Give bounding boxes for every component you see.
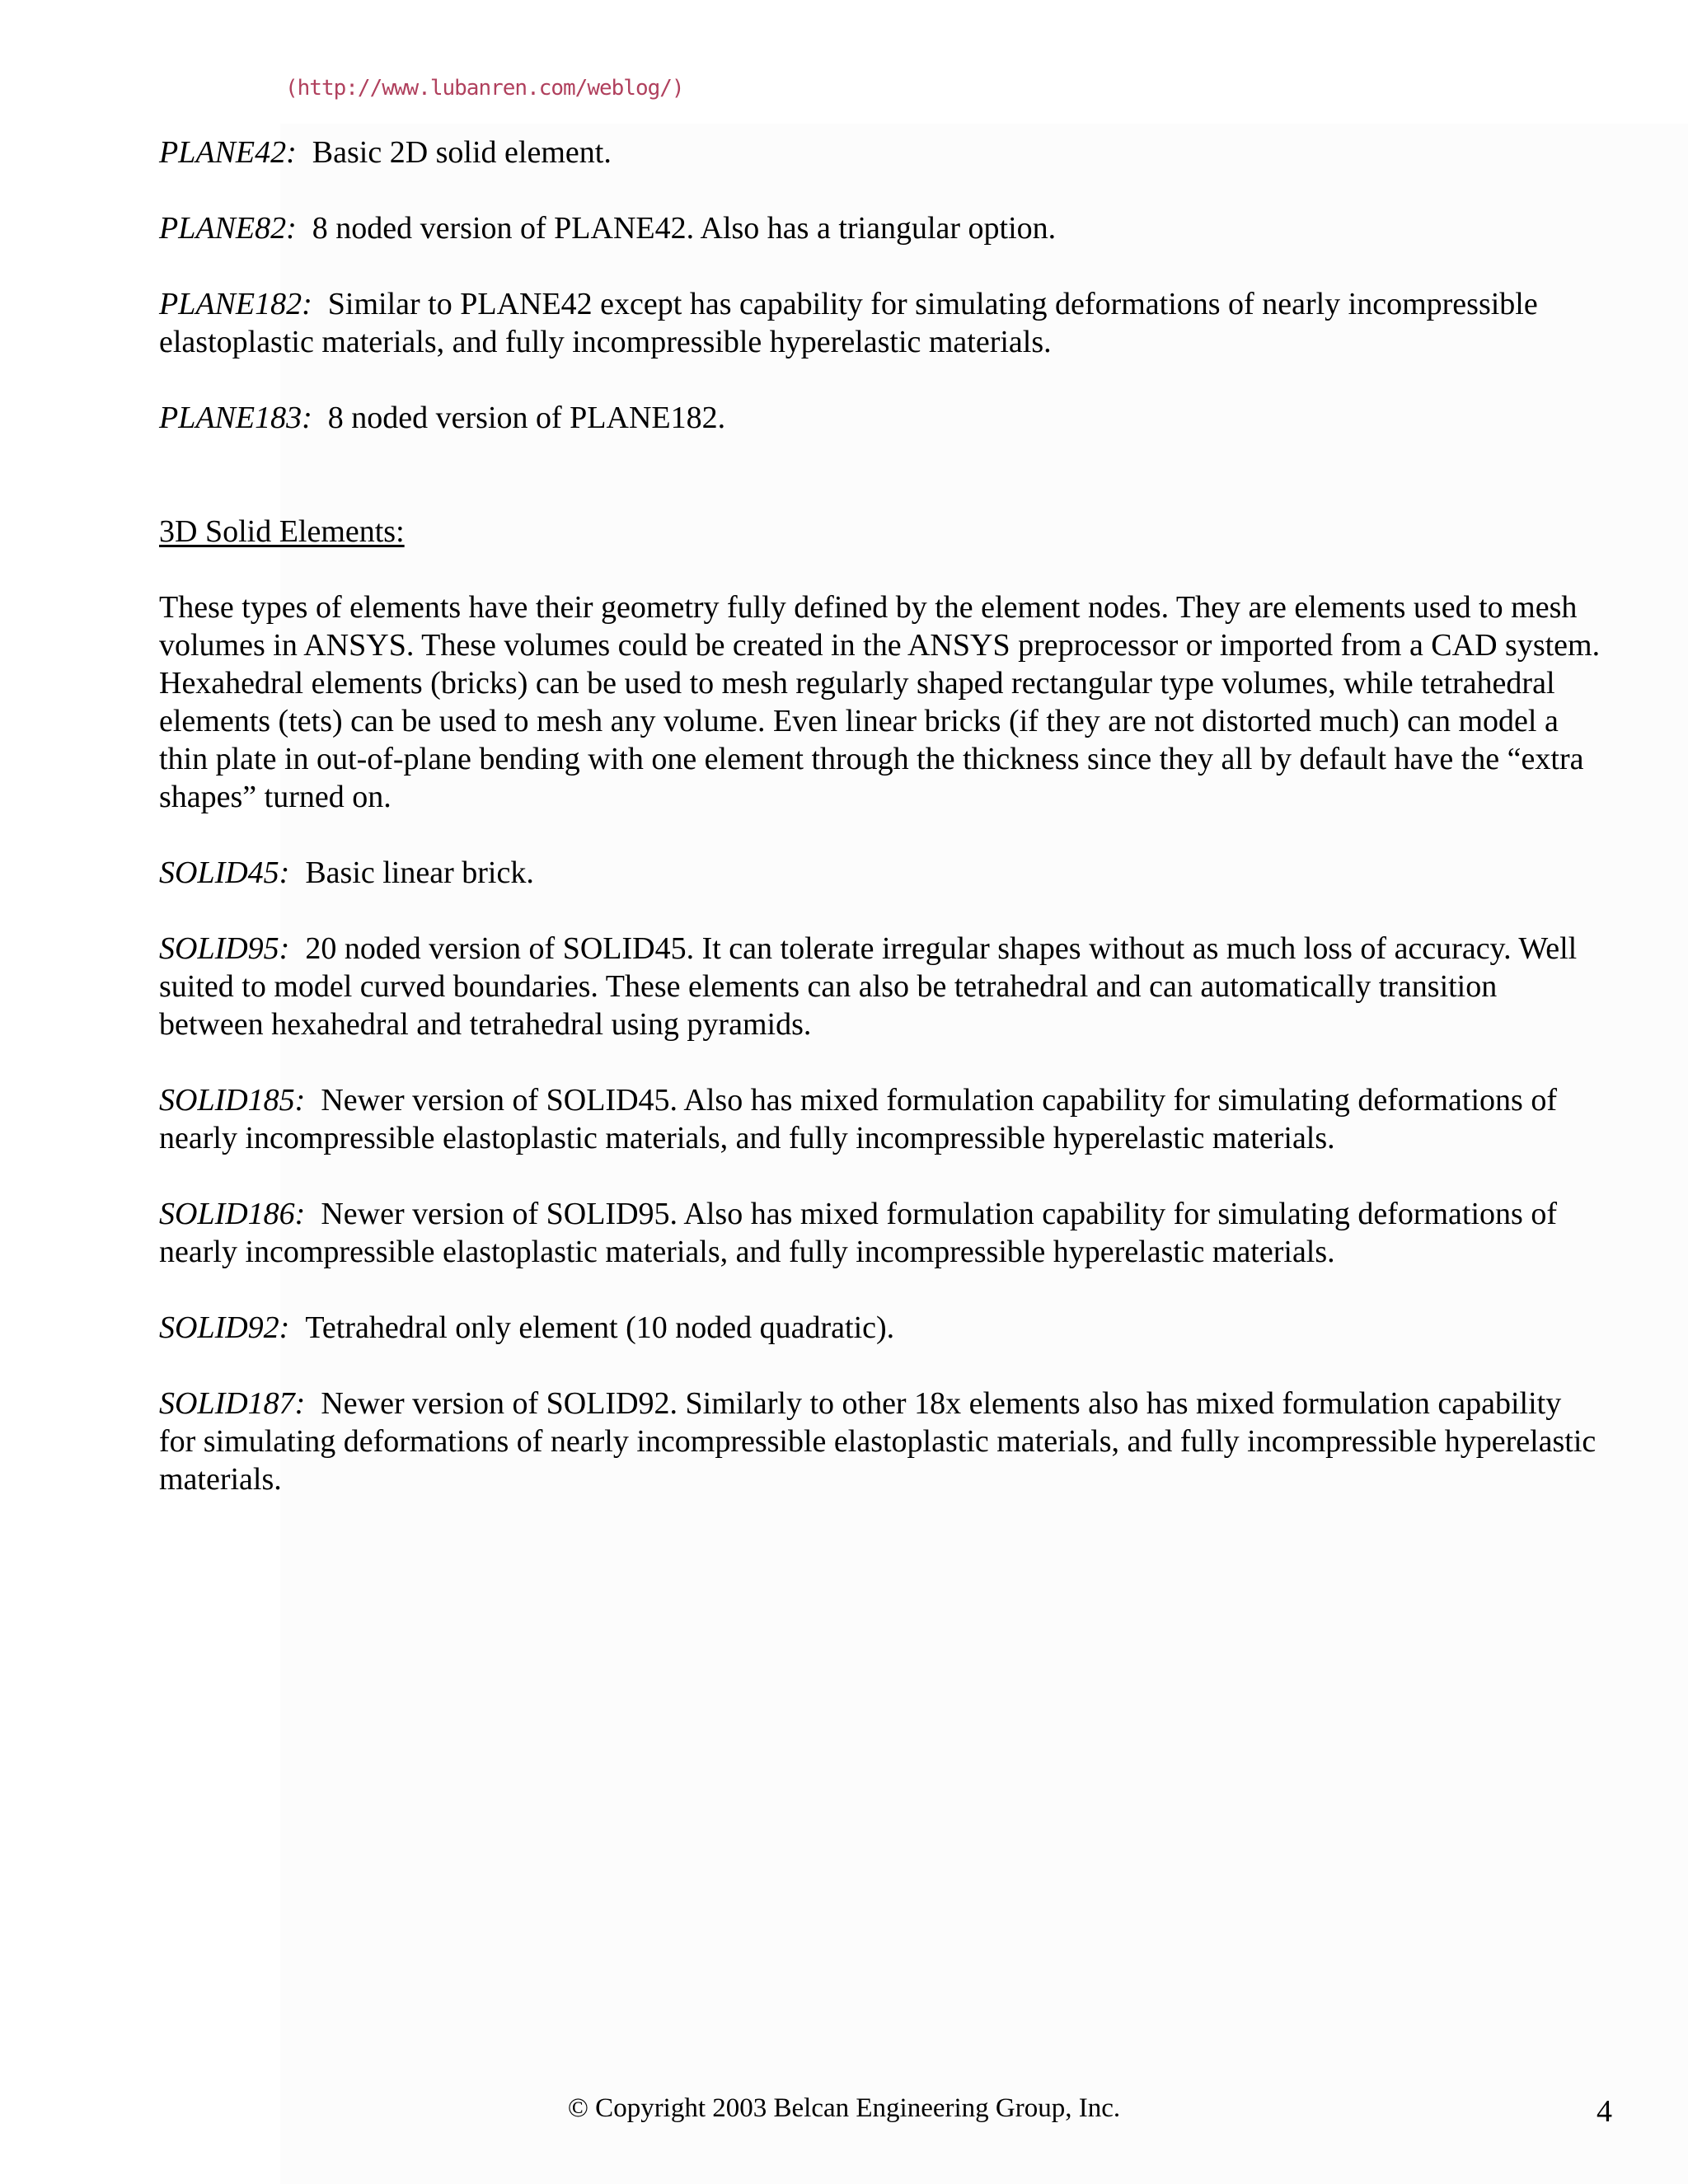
element-description: Similar to PLANE42 except has capability for simulating deformations of nearly incompressible elastoplastic materials, and fully incompressible hyperelastic materials. — [159, 287, 1538, 359]
element-entry-solid185 — [159, 1081, 1601, 1157]
element-entry-solid95 — [159, 930, 1601, 1043]
element-name: SOLID187: — [159, 1386, 306, 1421]
element-description: 8 noded version of PLANE42. Also has a triangular option. — [312, 211, 1057, 246]
element-name: SOLID186: — [159, 1197, 306, 1231]
footer-copyright: © Copyright 2003 Belcan Engineering Group, Inc. — [567, 2093, 1121, 2123]
element-entry-solid92 — [159, 1309, 1601, 1347]
element-description: Newer version of SOLID45. Also has mixed formulation capability for simulating deformations of nearly incompressible elastoplastic materials, and fully incompressible hyperelastic materials. — [159, 1083, 1557, 1155]
element-name: SOLID92: — [159, 1310, 290, 1345]
element-description: 20 noded version of SOLID45. It can tolerate irregular shapes without as much loss of accuracy. Well suited to model curved boundaries. These elements can also be tetrahedral and can automatically transition between hexahedral and tetrahedral using pyramids. — [159, 931, 1578, 1042]
element-entry-solid45 — [159, 854, 1601, 892]
page-number: 4 — [1597, 2094, 1612, 2129]
element-description: Newer version of SOLID95. Also has mixed formulation capability for simulating deformations of nearly incompressible elastoplastic materials, and fully incompressible hyperelastic materials. — [159, 1197, 1557, 1269]
element-entry-plane183 — [159, 399, 1601, 437]
element-name: PLANE82: — [159, 211, 297, 246]
header-url[interactable]: (http://www.lubanren.com/weblog/) — [285, 76, 684, 101]
element-description: Newer version of SOLID92. Similarly to other 18x elements also has mixed formulation capability for simulating deformations of nearly incompressible elastoplastic materials, and fully incompressible hyperelastic materials. — [159, 1386, 1597, 1497]
section-intro-paragraph: These types of elements have their geometry fully defined by the element nodes. They are elements used to mesh volumes in ANSYS. These volumes could be created in the ANSYS preprocessor or imported from a CAD system. Hexahedral elements (bricks) can be used to mesh regularly shaped rectangular type volumes, while tetrahedral elements (tets) can be used to mesh any volume. Even linear bricks (if they are not distorted much) can model a thin plate in out-of-plane bending with one element through the thickness since they all by default have the “extra shapes” turned on. — [159, 590, 1601, 814]
element-description: Tetrahedral only element (10 noded quadratic). — [305, 1310, 895, 1345]
element-description: Basic 2D solid element. — [312, 135, 612, 170]
element-entry-plane182 — [159, 285, 1601, 361]
element-entry-plane82 — [159, 209, 1601, 247]
element-name: SOLID45: — [159, 855, 290, 890]
element-entry-solid186 — [159, 1195, 1601, 1271]
section-heading: 3D Solid Elements: — [159, 514, 405, 549]
element-name: SOLID185: — [159, 1083, 306, 1118]
element-entry-plane42 — [159, 134, 1601, 171]
section-spacer — [159, 475, 1601, 513]
document-body — [159, 134, 1601, 1536]
element-name: PLANE42: — [159, 135, 297, 170]
element-entry-solid187 — [159, 1385, 1601, 1498]
element-name: PLANE182: — [159, 287, 312, 321]
element-name: SOLID95: — [159, 931, 290, 966]
element-description: Basic linear brick. — [305, 855, 534, 890]
element-description: 8 noded version of PLANE182. — [327, 401, 726, 435]
element-name: PLANE183: — [159, 401, 312, 435]
